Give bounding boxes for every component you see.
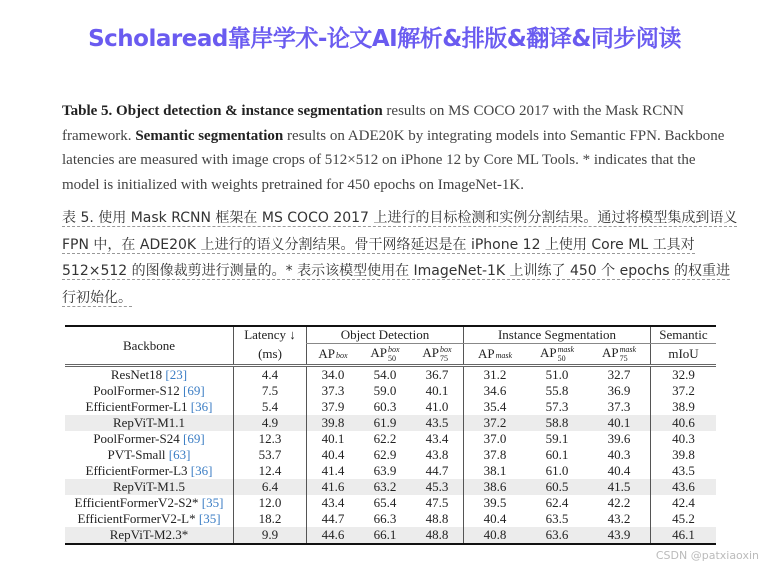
ap-mask-cell: 40.8: [464, 527, 527, 544]
ap75-box-cell: 41.0: [425, 399, 449, 414]
citation-link[interactable]: [63]: [168, 447, 191, 462]
ap75-mask-cell: 39.6: [607, 431, 631, 446]
ap-scripts: [336, 351, 348, 360]
backbone-name: EfficientFormerV2-S2*: [74, 495, 202, 510]
miou-cell: 39.8: [651, 447, 717, 463]
ap-sup: box: [336, 350, 348, 360]
ap-scripts: [620, 345, 636, 363]
ap75-mask-cell: 40.3: [607, 447, 631, 462]
backbone-cell: [65, 463, 234, 479]
ap50-mask-cell: 60.5: [526, 479, 588, 495]
ap50-box-cell: 63.9: [373, 463, 397, 478]
table-row: [65, 447, 716, 463]
latency-cell: 5.4: [234, 399, 307, 415]
header-ap-box-s50: [359, 344, 411, 366]
caption-chinese-text[interactable]: 表 5. 使用 Mask RCNN 框架在 MS COCO 2017 上进行的目标检测和实例分割结果。通过将模型集成到语义 FPN 中，在 ADE20K 上进行的语义分割结果。骨干网络延迟是在 iPhone 12 上使用 Core ML 工具对 512×512 的图像裁剪进行测量的。* 表示该模型使用在 ImageNet-1K 上训练了 450 个 epochs 的权重进行初始化。: [62, 210, 738, 306]
ap-scripts: [558, 345, 574, 363]
ap50-box-cell: 62.2: [373, 431, 397, 446]
ap50-mask-cell: 51.0: [545, 367, 569, 382]
header-semantic: Semantic: [651, 326, 717, 344]
ap75-mask-cell: 43.9: [588, 527, 651, 544]
ap50-box-cell: 59.0: [373, 383, 397, 398]
latency-cell: 18.2: [234, 511, 307, 527]
miou-cell: 38.9: [651, 399, 717, 415]
header-latency: Latency ↓: [234, 326, 307, 344]
ap50-box-cell: 63.2: [359, 479, 411, 495]
ap-box-cell: 41.4: [307, 463, 360, 479]
ap-box-cell: 39.8: [307, 415, 360, 431]
ap-box-cell: 37.3: [307, 383, 360, 399]
ap50-box-cell: 62.9: [373, 447, 397, 462]
caption-bold-2: Semantic segmentation: [135, 127, 284, 144]
caption-text-2: results on ADE20K by integrating models into Semantic FPN. Backbone latencies are measured with image crops of 512×512 on iPhone 12 by Core ML Tools. * indicates that the model is initialized with weights pretrained for 450 epochs on ImageNet-1K.: [62, 127, 725, 193]
header-ap-mask-s50: [526, 344, 588, 366]
ap75-box-cell: 43.5: [411, 415, 464, 431]
citation-link[interactable]: [36]: [190, 399, 213, 414]
ap75-box-cell: 45.3: [411, 479, 464, 495]
ap-scripts: [388, 345, 400, 363]
backbone-cell: [65, 447, 234, 463]
backbone-name: RepViT-M1.5: [112, 479, 186, 494]
citation-link[interactable]: [69]: [183, 383, 205, 398]
latency-cell: 4.9: [234, 415, 307, 431]
backbone-cell: [65, 366, 234, 384]
ap-box-cell: 44.7: [307, 511, 360, 527]
ap75-mask-cell: 41.5: [588, 479, 651, 495]
watermark: CSDN @patxiaoxin: [655, 549, 759, 562]
ap75-box-cell: 43.8: [425, 447, 449, 462]
ap-box-cell: 44.6: [307, 527, 360, 544]
ap-text: AP: [601, 344, 619, 360]
table-row: [65, 431, 716, 447]
ap-box-cell: 43.4: [307, 495, 360, 511]
ap50-mask-cell: 63.5: [545, 511, 569, 526]
ap-sup: mask: [557, 345, 575, 354]
miou-cell: 46.1: [651, 527, 717, 544]
ap-sub: 50: [388, 354, 397, 363]
ap75-box-cell: 43.4: [425, 431, 449, 446]
backbone-name: EfficientFormerV2-L*: [77, 511, 199, 526]
backbone-name: PVT-Small: [107, 447, 169, 462]
ap-mask-cell: 37.8: [464, 447, 527, 463]
table-row: [65, 495, 716, 511]
header-ap-mask-s75: [588, 344, 651, 366]
backbone-cell: [65, 479, 234, 495]
ap-sup: box: [388, 345, 400, 354]
ap50-mask-cell: 58.8: [526, 415, 588, 431]
table-row: [65, 415, 716, 431]
ap-box-cell: 34.0: [307, 366, 360, 384]
backbone-cell: [65, 495, 234, 511]
header-instance-segmentation: Instance Segmentation: [464, 326, 651, 344]
header-backbone: Backbone: [65, 326, 234, 366]
ap75-mask-cell: 32.7: [607, 367, 631, 382]
citation-link[interactable]: [35]: [198, 511, 221, 526]
ap50-box-cell: 65.4: [373, 495, 397, 510]
miou-cell: 40.3: [651, 431, 717, 447]
miou-cell: 32.9: [651, 366, 717, 384]
ap-mask-cell: 35.4: [464, 399, 527, 415]
ap50-box-cell: 54.0: [373, 367, 397, 382]
backbone-cell: [65, 383, 234, 399]
ap75-mask-cell: 42.2: [607, 495, 631, 510]
backbone-name: PoolFormer-S12: [93, 383, 183, 398]
miou-cell: 45.2: [651, 511, 717, 527]
ap50-box-cell: 61.9: [359, 415, 411, 431]
latency-cell: 12.0: [234, 495, 307, 511]
ap-mask-cell: 38.1: [464, 463, 527, 479]
ap-sup: mask: [495, 350, 513, 360]
backbone-name: PoolFormer-S24: [93, 431, 183, 446]
ap-text: AP: [539, 344, 557, 360]
header-object-detection: Object Detection: [307, 326, 464, 344]
ap50-box-cell: 60.3: [373, 399, 397, 414]
ap75-mask-cell: 37.3: [607, 399, 631, 414]
ap-scripts: [496, 351, 512, 360]
backbone-cell: [65, 511, 234, 527]
latency-cell: 7.5: [234, 383, 307, 399]
ap-sup: box: [440, 345, 452, 354]
backbone-name: ResNet18: [110, 367, 166, 382]
ap75-mask-cell: 40.4: [607, 463, 631, 478]
citation-link[interactable]: [36]: [190, 463, 213, 478]
caption-text-1: results on MS COCO 2017 with the Mask RCNN framework.: [62, 103, 684, 144]
ap75-box-cell: 47.5: [425, 495, 449, 510]
ap75-box-cell: 48.8: [411, 527, 464, 544]
table-row: [65, 479, 716, 495]
ap50-mask-cell: 63.6: [526, 527, 588, 544]
header-latency-unit: (ms): [234, 344, 307, 366]
caption-bold-1: Object detection & instance segmentation: [116, 103, 383, 119]
backbone-cell: [65, 415, 234, 431]
banner-title: Scholaread靠岸学术-论文AI解析&排版&翻译&同步阅读: [88, 26, 681, 52]
miou-cell: 40.6: [651, 415, 717, 431]
latency-cell: 53.7: [234, 447, 307, 463]
ap-mask-cell: 34.6: [464, 383, 527, 399]
caption-chinese[interactable]: [62, 205, 742, 311]
ap50-mask-cell: 62.4: [545, 495, 569, 510]
ap75-box-cell: 44.7: [425, 463, 449, 478]
ap75-mask-cell: 43.2: [607, 511, 631, 526]
ap-mask-cell: 37.2: [464, 415, 527, 431]
ap-box-cell: 41.6: [307, 479, 360, 495]
ap-mask-cell: 40.4: [464, 511, 527, 527]
ap75-box-cell: 48.8: [425, 511, 449, 526]
ap-sup: mask: [619, 345, 637, 354]
ap75-box-cell: 36.7: [425, 367, 449, 382]
ap-mask-cell: 37.0: [464, 431, 527, 447]
ap-box-cell: 40.4: [307, 447, 360, 463]
miou-cell: 42.4: [651, 495, 717, 511]
ap-sub: 75: [440, 354, 449, 363]
ap-scripts: [440, 345, 452, 363]
ap-sub: 75: [619, 354, 628, 363]
miou-cell: 37.2: [651, 383, 717, 399]
table-row: [65, 399, 716, 415]
caption-english: [62, 99, 732, 197]
backbone-cell: [65, 399, 234, 415]
backbone-cell: [65, 431, 234, 447]
table-row: [65, 511, 716, 527]
ap75-box-cell: 40.1: [425, 383, 449, 398]
ap50-mask-cell: 61.0: [545, 463, 569, 478]
ap-text: AP: [370, 344, 388, 360]
table-row: [65, 366, 716, 384]
ap50-box-cell: 66.1: [359, 527, 411, 544]
backbone-name: RepViT-M2.3*: [109, 527, 189, 542]
latency-cell: 9.9: [234, 527, 307, 544]
header-ap-box-s75: [411, 344, 464, 366]
header-miou: mIoU: [651, 344, 717, 366]
ap-sub: 50: [557, 354, 566, 363]
ap75-mask-cell: 36.9: [607, 383, 631, 398]
table-row: [65, 383, 716, 399]
table-row: [65, 463, 716, 479]
ap-box-cell: 37.9: [307, 399, 360, 415]
results-table: [65, 325, 716, 545]
latency-cell: 4.4: [234, 366, 307, 384]
citation-link[interactable]: [35]: [201, 495, 224, 510]
backbone-name: RepViT-M1.1: [112, 415, 186, 430]
ap50-mask-cell: 55.8: [545, 383, 569, 398]
ap50-box-cell: 66.3: [373, 511, 397, 526]
caption-label: Table 5.: [62, 103, 117, 119]
ap-text: AP: [477, 346, 495, 361]
backbone-name: EfficientFormer-L1: [85, 399, 191, 414]
latency-cell: 12.3: [234, 431, 307, 447]
miou-cell: 43.6: [651, 479, 717, 495]
ap75-mask-cell: 40.1: [588, 415, 651, 431]
ap50-mask-cell: 57.3: [545, 399, 569, 414]
latency-cell: 12.4: [234, 463, 307, 479]
miou-cell: 43.5: [651, 463, 717, 479]
ap-mask-cell: 39.5: [464, 495, 527, 511]
ap-text: AP: [422, 344, 440, 360]
backbone-cell: [65, 527, 234, 544]
ap-mask-cell: 38.6: [464, 479, 527, 495]
ap-box-cell: 40.1: [307, 431, 360, 447]
backbone-name: EfficientFormer-L3: [85, 463, 191, 478]
ap50-mask-cell: 59.1: [545, 431, 569, 446]
table-row: [65, 527, 716, 544]
ap-mask-cell: 31.2: [464, 366, 527, 384]
header-ap-mask: [464, 344, 527, 366]
citation-link[interactable]: [23]: [165, 367, 188, 382]
header-ap-box: [307, 344, 360, 366]
ap-text: AP: [318, 346, 336, 361]
ap50-mask-cell: 60.1: [545, 447, 569, 462]
citation-link[interactable]: [69]: [183, 431, 205, 446]
latency-cell: 6.4: [234, 479, 307, 495]
